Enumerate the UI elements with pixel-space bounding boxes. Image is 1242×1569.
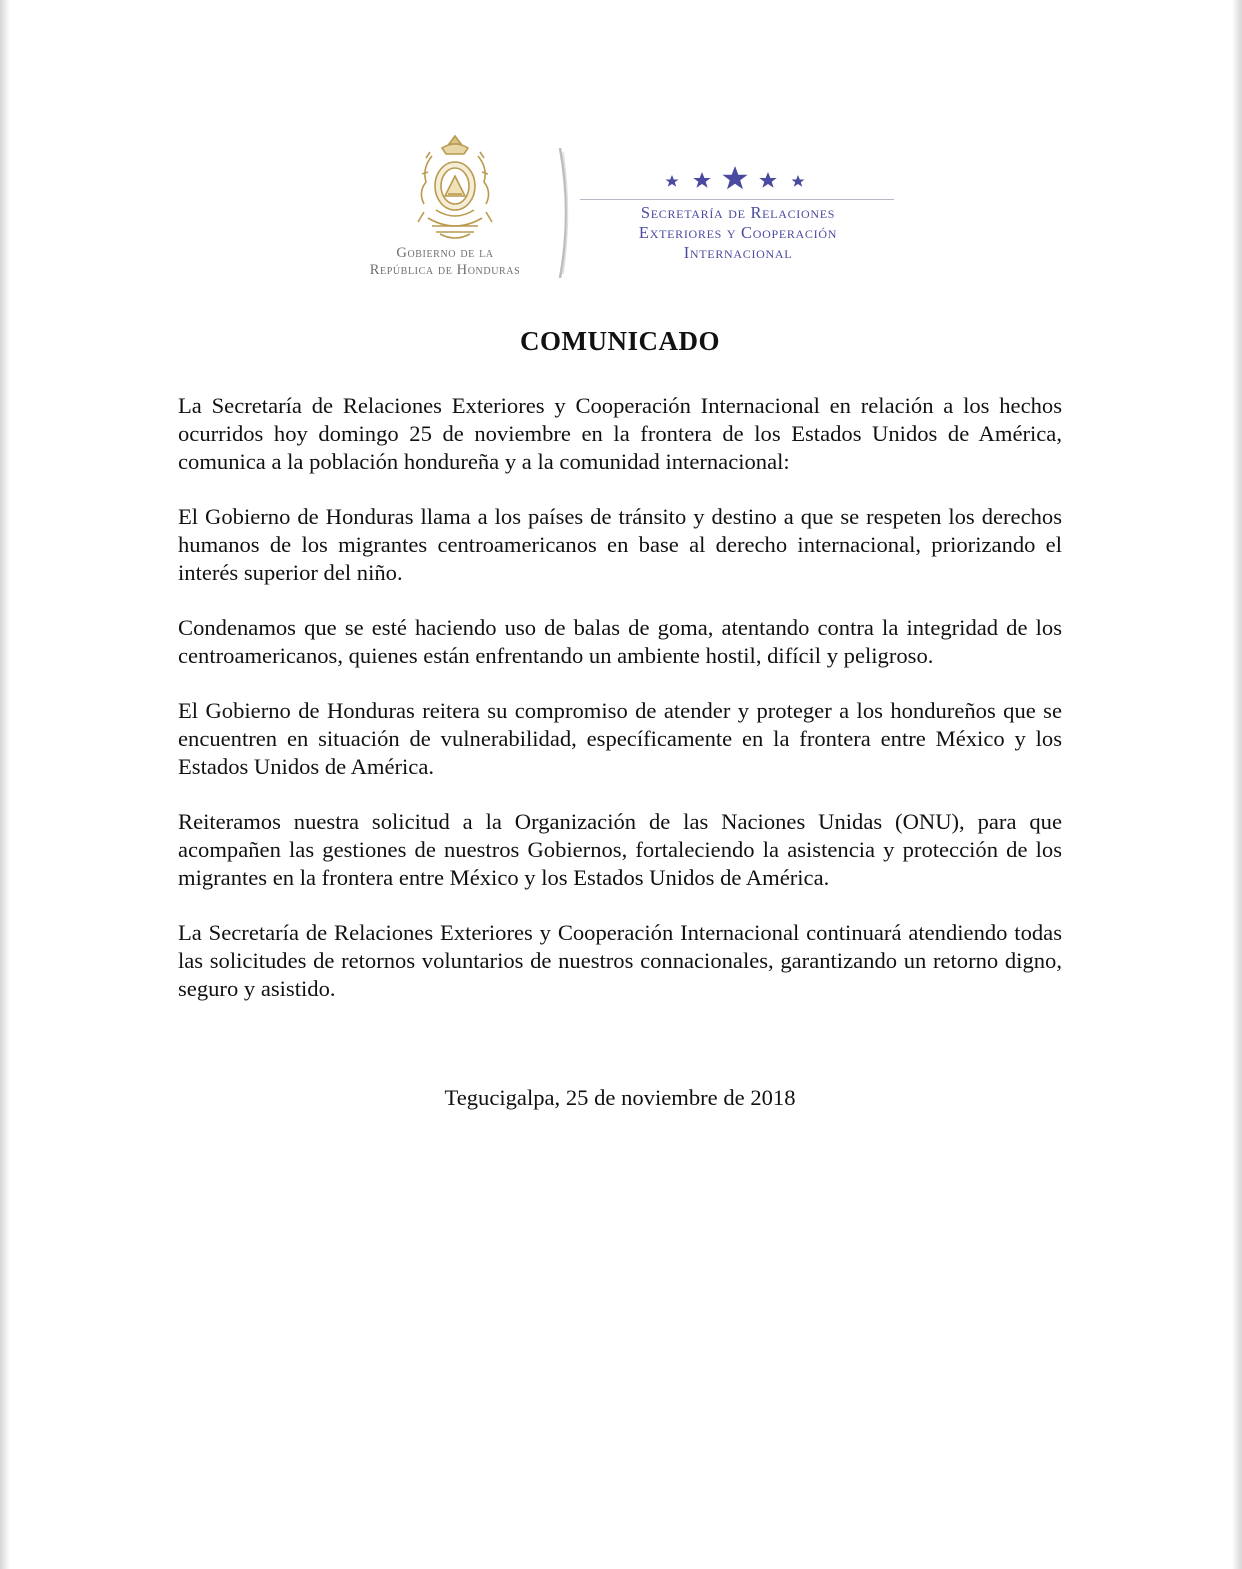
star-icon [693,172,710,188]
secretariat-logo [578,166,898,276]
paragraph: La Secretaría de Relaciones Exteriores y Cooperación Internacional continuará atendiendo todas las solicitudes de retornos voluntarios de nuestros connacionales, garantizando un retorno digno, seguro y asistido. [178,920,1062,1001]
stars-icon [658,166,808,196]
star-icon [759,172,776,188]
secretariat-name-line: Secretaría de Relaciones [640,203,836,222]
letterhead [330,130,910,290]
government-name [340,245,550,279]
dateline: Tegucigalpa, 25 de noviembre de 2018 [444,1085,796,1110]
paragraph: Condenamos que se esté haciendo uso de balas de goma, atentando contra la integridad de los centroamericanos, quienes están enfrentando un ambiente hostil, difícil y peligroso. [178,615,1062,668]
star-icon [666,175,679,187]
paragraph: Reiteramos nuestra solicitud a la Organización de las Naciones Unidas (ONU), para que acompañen las gestiones de nuestros Gobiernos, fortaleciendo la asistencia y protección de los migrantes en la frontera entre México y los Estados Unidos de América. [178,809,1062,890]
secretariat-name [578,203,898,263]
secretariat-rule [580,199,894,200]
government-name-line: República de Honduras [369,262,521,278]
letterhead-divider [558,148,574,278]
government-name-line: Gobierno de la [396,245,494,261]
secretariat-name-line: Exteriores y Cooperación [638,223,838,242]
coat-of-arms-icon [410,134,500,242]
government-logo [340,130,550,290]
page-shadow-left [0,0,10,1569]
paragraph: El Gobierno de Honduras reitera su compromiso de atender y proteger a los hondureños que se encuentren en situación de vulnerabilidad, específicamente en la frontera entre México y los Estados Unidos de América. [178,698,1062,779]
document-title: COMUNICADO [520,326,720,356]
document-body [178,392,1062,1030]
paragraph: El Gobierno de Honduras llama a los países de tránsito y destino a que se respeten los derechos humanos de los migrantes centroamericanos en base al derecho internacional, priorizando el interés superior del niño. [178,504,1062,585]
secretariat-name-line: Internacional [683,243,793,262]
paragraph: La Secretaría de Relaciones Exteriores y Cooperación Internacional en relación a los hechos ocurridos hoy domingo 25 de noviembre en la frontera de los Estados Unidos de América, comunica a la población hondureña y a la comunidad internacional: [178,393,1062,474]
page-shadow-right [1232,0,1242,1569]
star-icon [722,166,747,189]
star-icon [792,175,805,187]
